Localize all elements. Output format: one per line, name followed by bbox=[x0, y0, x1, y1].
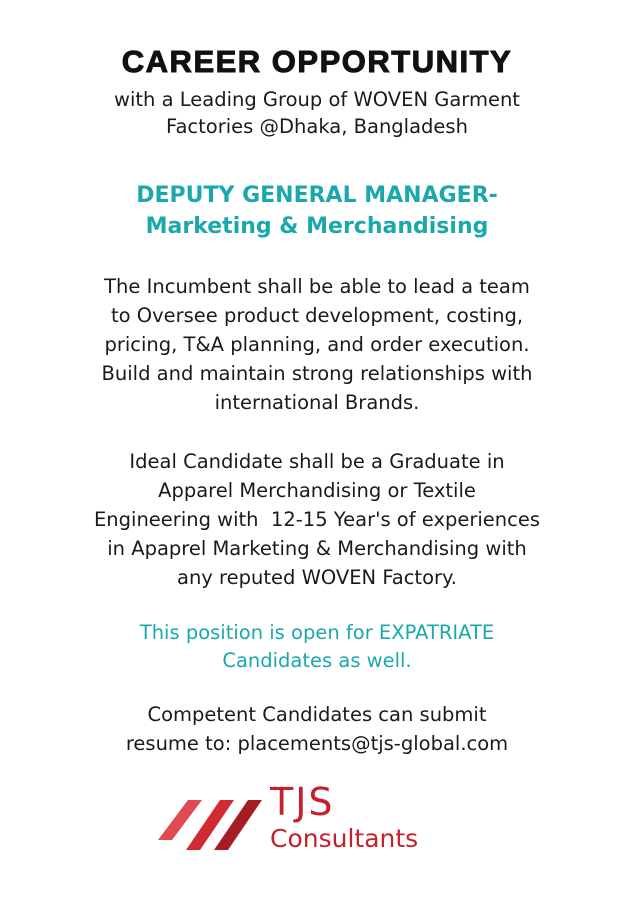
requirements-paragraph bbox=[0, 447, 634, 592]
text-line: Apparel Merchandising or Textile bbox=[158, 479, 476, 502]
contact-email-line[interactable]: resume to: placements@tjs-global.com bbox=[125, 732, 509, 755]
job-title-line: Marketing & Merchandising bbox=[145, 214, 489, 239]
job-title-line: DEPUTY GENERAL MANAGER- bbox=[136, 183, 498, 208]
text-line: The Incumbent shall be able to lead a team bbox=[104, 275, 530, 298]
subtitle-line: with a Leading Group of WOVEN Garment bbox=[114, 88, 520, 111]
subtitle bbox=[0, 86, 634, 140]
contact-paragraph bbox=[0, 700, 634, 758]
text-line: international Brands. bbox=[214, 391, 420, 414]
logo-tagline: Consultants bbox=[270, 824, 419, 853]
stripes-logo-icon bbox=[158, 792, 268, 856]
logo-name: TJS bbox=[270, 780, 335, 824]
text-line: any reputed WOVEN Factory. bbox=[177, 566, 457, 589]
responsibilities-paragraph bbox=[0, 272, 634, 417]
tjs-logo bbox=[158, 780, 478, 858]
text-line: Candidates as well. bbox=[222, 649, 412, 672]
job-title bbox=[0, 180, 634, 242]
text-line: in Apaprel Marketing & Merchandising with bbox=[107, 537, 527, 560]
text-line: to Oversee product development, costing, bbox=[110, 304, 524, 327]
text-line: Competent Candidates can submit bbox=[147, 703, 487, 726]
text-line: Build and maintain strong relationships with bbox=[101, 362, 533, 385]
text-line: pricing, T&A planning, and order execution. bbox=[104, 333, 530, 356]
expatriate-note bbox=[0, 619, 634, 675]
poster-title: CAREER OPPORTUNITY bbox=[121, 44, 513, 79]
text-line: Engineering with 12-15 Year's of experiences bbox=[93, 508, 541, 531]
text-line: Ideal Candidate shall be a Graduate in bbox=[129, 450, 505, 473]
text-line: This position is open for EXPATRIATE bbox=[139, 621, 495, 644]
subtitle-line: Factories @Dhaka, Bangladesh bbox=[166, 115, 468, 138]
